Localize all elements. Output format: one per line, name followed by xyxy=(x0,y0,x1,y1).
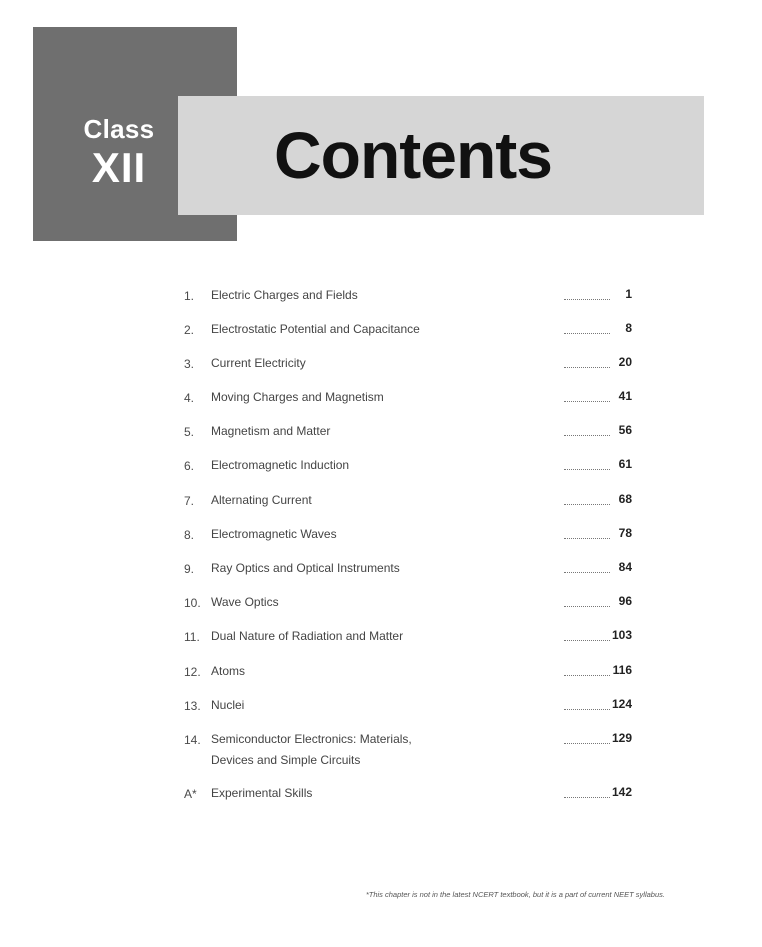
toc-entry-number: 11. xyxy=(184,630,200,644)
toc-entry[interactable] xyxy=(184,630,634,647)
toc-leader-dots xyxy=(564,463,612,470)
toc-entry[interactable] xyxy=(184,459,634,476)
toc-entry[interactable] xyxy=(184,699,634,716)
toc-entry-title-line: Current Electricity xyxy=(211,356,306,370)
toc-leader-dots xyxy=(564,293,612,300)
toc-entry-number: 8. xyxy=(184,528,195,542)
toc-entry-number: 12. xyxy=(184,665,201,679)
toc-entry[interactable] xyxy=(184,391,634,408)
toc-entry-page: 124 xyxy=(611,697,632,711)
toc-entry-number: 7. xyxy=(184,494,195,508)
toc-entry-number: 2. xyxy=(184,323,195,337)
toc-entry-page: 20 xyxy=(610,355,632,369)
toc-entry-page: 116 xyxy=(610,663,632,677)
class-word: Class xyxy=(83,114,155,144)
toc-leader-dots xyxy=(564,737,612,744)
toc-leader-dots xyxy=(564,703,612,710)
toc-entry-page: 129 xyxy=(611,731,632,745)
toc-entry-title-line: Alternating Current xyxy=(211,493,312,507)
toc-entry[interactable] xyxy=(184,562,634,579)
toc-entry-title-line: Ray Optics and Optical Instruments xyxy=(211,561,400,575)
toc-entry-title-line: Nuclei xyxy=(211,698,245,712)
toc-entry-title-line: Magnetism and Matter xyxy=(211,424,331,438)
toc-entry-page: 8 xyxy=(610,321,632,335)
toc-leader-dots xyxy=(564,361,612,368)
toc-leader-dots xyxy=(564,634,612,641)
toc-entry[interactable] xyxy=(184,787,634,804)
toc-leader-dots xyxy=(564,395,612,402)
toc-leader-dots xyxy=(564,600,612,607)
toc-entry-number: 10. xyxy=(184,596,201,610)
toc-entry-title-line: Atoms xyxy=(211,664,246,678)
toc-entry-number: 4. xyxy=(184,391,195,405)
toc-leader-dots xyxy=(564,791,612,798)
class-number: XII xyxy=(91,144,147,191)
toc-entry-page: 1 xyxy=(610,287,632,301)
toc-leader-dots xyxy=(564,429,612,436)
toc-entry-title-line: Electrostatic Potential and Capacitance xyxy=(211,322,420,336)
toc-entry-number: 9. xyxy=(184,562,195,576)
toc-entry-page: 103 xyxy=(611,628,632,642)
toc-entry-page: 61 xyxy=(610,457,632,471)
toc-entry-title xyxy=(211,729,634,771)
toc-entry[interactable] xyxy=(184,289,634,306)
toc-entry-number: 3. xyxy=(184,357,195,371)
toc-leader-dots xyxy=(564,327,612,334)
toc-entry-number: 14. xyxy=(184,733,201,747)
toc-entry-number: 1. xyxy=(184,289,195,303)
toc-entry-number: 6. xyxy=(184,459,195,473)
toc-entry[interactable] xyxy=(184,323,634,340)
toc-entry-page: 68 xyxy=(610,492,632,506)
toc-entry[interactable] xyxy=(184,528,634,545)
toc-entry[interactable] xyxy=(184,665,634,682)
footnote: *This chapter is not in the latest NCERT textbook, but it is a part of current NEET syllabus. xyxy=(365,890,665,899)
toc-entry[interactable] xyxy=(184,425,634,442)
toc-entry-title-line: Electromagnetic Waves xyxy=(211,527,337,541)
toc-entry-title-line: Experimental Skills xyxy=(211,786,313,800)
toc-entry-title-line: Electric Charges and Fields xyxy=(211,288,358,302)
toc-entry-page: 56 xyxy=(610,423,632,437)
toc-entry[interactable] xyxy=(184,357,634,374)
toc-entry-page: 142 xyxy=(611,785,632,799)
toc-leader-dots xyxy=(564,669,612,676)
toc-leader-dots xyxy=(564,498,612,505)
toc-entry-title-line: Moving Charges and Magnetism xyxy=(211,390,384,404)
toc-leader-dots xyxy=(564,566,612,573)
toc-entry-title-line: Dual Nature of Radiation and Matter xyxy=(211,629,404,643)
toc-entry-page: 78 xyxy=(610,526,632,540)
page-title: Contents xyxy=(274,118,552,192)
toc-entry-page: 96 xyxy=(610,594,632,608)
toc-entry[interactable] xyxy=(184,733,634,771)
toc-leader-dots xyxy=(564,532,612,539)
toc-entry-title-line: Devices and Simple Circuits xyxy=(211,753,361,767)
toc-entry-title-line: Electromagnetic Induction xyxy=(211,458,350,472)
toc-entry-page: 41 xyxy=(610,389,632,403)
toc-entry-number: 5. xyxy=(184,425,195,439)
toc-entry[interactable] xyxy=(184,494,634,511)
toc-entry-title-line: Wave Optics xyxy=(211,595,279,609)
toc-entry-title-line: Semiconductor Electronics: Materials, xyxy=(211,732,412,746)
toc-entry-number: 13. xyxy=(184,699,201,713)
toc-entry-number: A* xyxy=(184,787,197,801)
toc-entry-page: 84 xyxy=(610,560,632,574)
toc-entry[interactable] xyxy=(184,596,634,613)
